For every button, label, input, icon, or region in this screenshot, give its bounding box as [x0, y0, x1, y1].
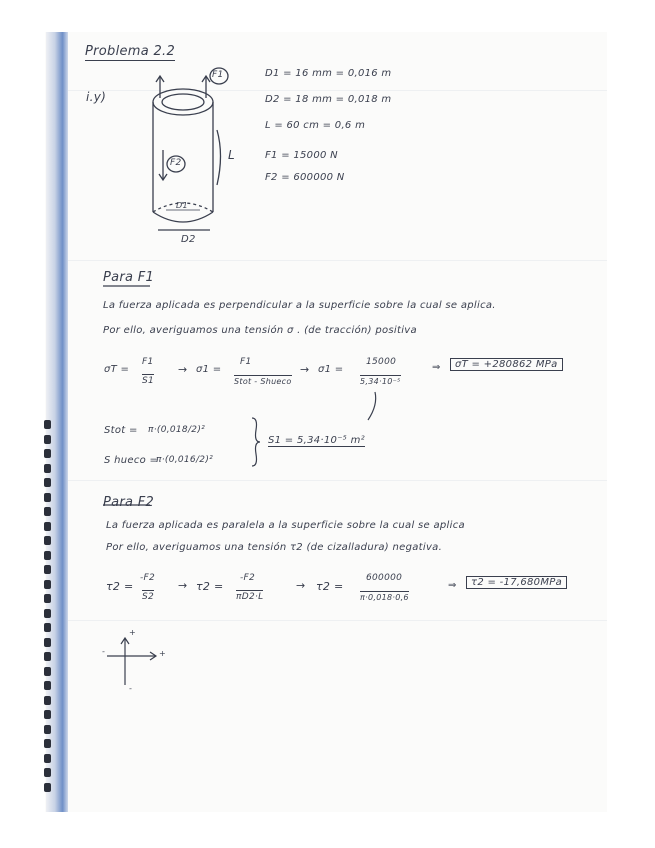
eq2-tau2: τ2 =: [196, 580, 224, 593]
section2-heading: Para F2: [103, 495, 155, 510]
eq2-frac1-den: S2: [142, 592, 155, 602]
section1-text-line1: La fuerza aplicada es perpendicular a la superficie sobre la cual se aplica.: [103, 300, 496, 311]
eq1-arrow1: →: [178, 363, 188, 376]
eq1-lhs: σT =: [104, 364, 130, 375]
eq1-sigma2: σ1 =: [196, 364, 222, 375]
given-d2: D2 = 18 mm = 0,018 m: [265, 94, 392, 105]
eq2-result: τ2 = -17,680MPa: [466, 576, 567, 589]
given-f2: F2 = 600000 N: [265, 172, 345, 183]
eq2-tau3: τ2 =: [316, 580, 344, 593]
axis-plus-right: +: [159, 649, 167, 658]
eq2-frac2-den: πD2·L: [236, 592, 264, 602]
problem-title: Problema 2.2: [85, 44, 176, 59]
eq1-frac3-num: 15000: [366, 357, 397, 367]
eq2-frac3-num: 600000: [366, 573, 403, 583]
eq1-frac1-den: S1: [142, 376, 155, 386]
eq1-arrow2: →: [300, 363, 310, 376]
eq1-result: σT = +280862 MPa: [450, 358, 563, 371]
f2-label: F2: [170, 158, 182, 168]
stot-expr: π·(0,018/2)²: [148, 425, 206, 435]
d1-label: D1: [176, 201, 188, 210]
eq2-frac1-num: -F2: [140, 573, 156, 583]
stot-lhs: Stot =: [104, 425, 138, 436]
s-result: S1 = 5,34·10⁻⁵ m²: [268, 435, 365, 446]
section1-heading: Para F1: [103, 270, 155, 285]
length-label: L: [228, 148, 235, 162]
eq1-frac2-num: F1: [240, 357, 252, 367]
eq2-arrow1: →: [178, 579, 188, 592]
given-f1: F1 = 15000 N: [265, 150, 338, 161]
eq2-lhs: τ2 =: [106, 580, 134, 593]
f1-label: F1: [212, 70, 224, 80]
d2-label: D2: [181, 234, 196, 245]
eq2-arrow2: →: [296, 579, 306, 592]
axis-minus-bottom: -: [129, 684, 133, 693]
eq2-frac3-den: π·0,018·0,6: [360, 593, 409, 602]
shueco-expr: π·(0,016/2)²: [156, 455, 214, 465]
eq1-frac2-den: Stot - Shueco: [234, 377, 292, 386]
axis-plus-top: +: [129, 628, 137, 637]
shueco-lhs: S hueco =: [104, 455, 159, 466]
part-label: i.y): [86, 90, 107, 104]
given-d1: D1 = 16 mm = 0,016 m: [265, 68, 392, 79]
eq2-implies: ⇒: [448, 580, 457, 591]
section2-text-line2: Por ello, averiguamos una tensión τ2 (de cizalladura) negativa.: [106, 542, 443, 553]
eq1-frac1-num: F1: [142, 357, 154, 367]
eq2-frac2-num: -F2: [240, 573, 256, 583]
axis-minus-left: -: [102, 647, 106, 656]
eq1-sigma3: σ1 =: [318, 364, 344, 375]
eq1-implies: ⇒: [432, 362, 441, 373]
given-length: L = 60 cm = 0,6 m: [265, 120, 366, 131]
section2-text-line1: La fuerza aplicada es paralela a la superficie sobre la cual se aplica: [106, 520, 465, 531]
eq1-frac3-den: 5,34·10⁻⁵: [360, 377, 401, 386]
section1-text-line2: Por ello, averiguamos una tensión σ . (de tracción) positiva: [103, 325, 417, 336]
